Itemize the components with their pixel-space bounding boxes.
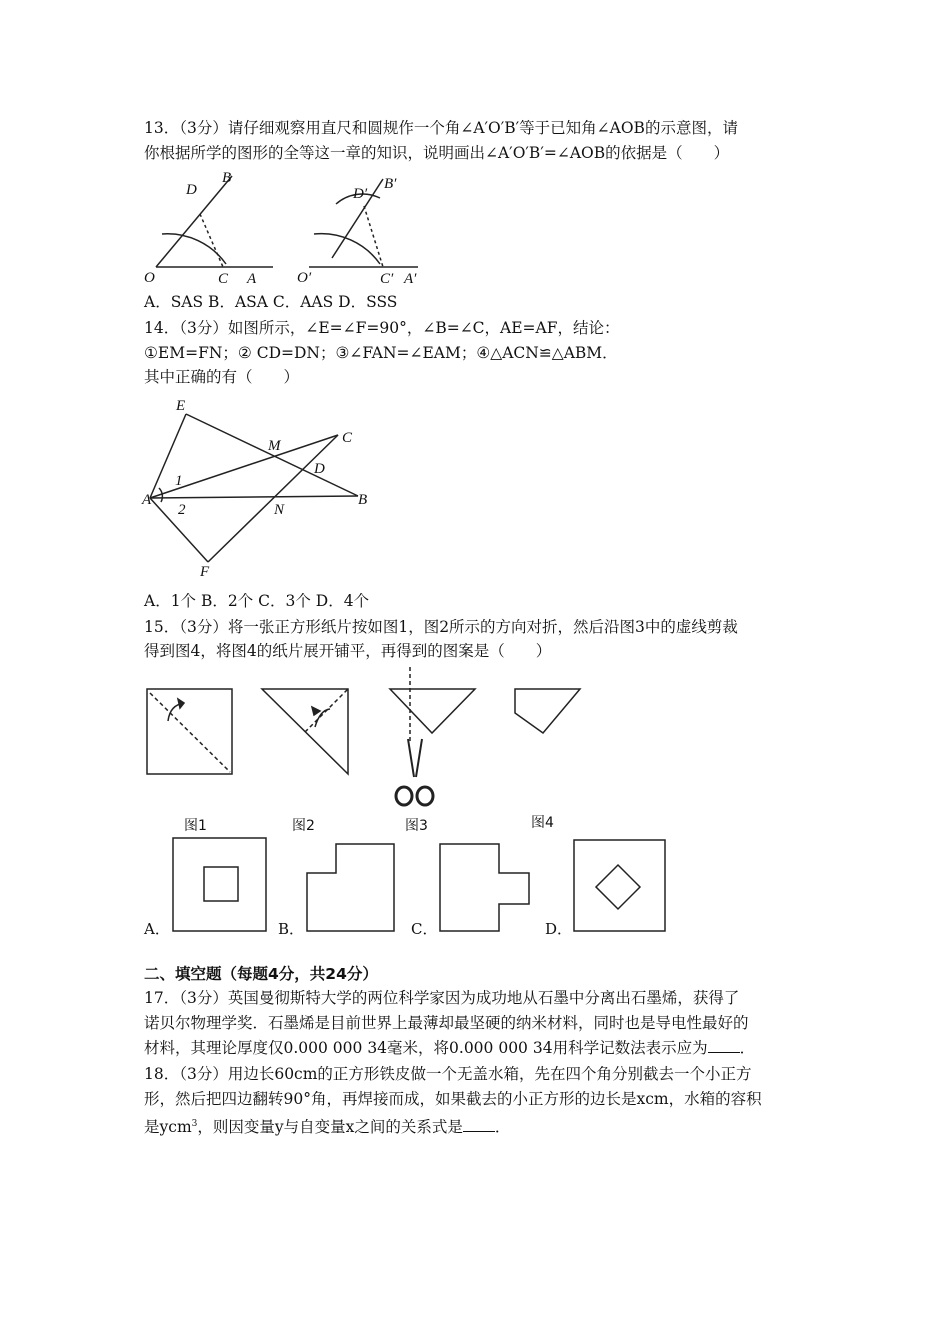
option-a-label: A． xyxy=(144,920,170,938)
q17-line-3-text: 材料，其理论厚度仅0.000 000 34毫米，将0.000 000 34用科学记数法表示应为 xyxy=(144,1039,708,1057)
q14-line-1: 14．（3分）如图所示，∠E=∠F=90°，∠B=∠C，AE=AF，结论： xyxy=(144,319,620,337)
option-b-label: B． xyxy=(278,920,305,938)
section-2-title: 二、填空题（每题4分，共24分） xyxy=(144,965,378,983)
option-a-figure xyxy=(173,838,266,931)
q17-line-2: 诺贝尔物理学奖．石墨烯是目前世界上最薄却最坚硬的纳米材料，同时也是导电性最好的 xyxy=(144,1014,749,1032)
label-M: M xyxy=(268,438,281,454)
q14-line-2: ①EM=FN；② CD=DN；③∠FAN=∠EAM；④△ACN≌△ABM． xyxy=(144,344,618,362)
option-c-label: C． xyxy=(411,920,438,938)
label-B: B xyxy=(358,492,368,508)
label-D-prime: D′ xyxy=(353,186,368,202)
option-b-figure xyxy=(307,844,394,931)
label-C: C xyxy=(218,271,229,287)
label-A-prime: A′ xyxy=(404,271,417,287)
q17-line-1: 17．（3分）英国曼彻斯特大学的两位科学家因为成功地从石墨中分离出石墨烯，获得了 xyxy=(144,989,740,1007)
label-D: D xyxy=(314,461,325,477)
q18-line-3-b: ，则因变量y与自变量x之间的关系式是 xyxy=(197,1118,463,1137)
label-D: D xyxy=(186,182,197,198)
q15-line-1: 15．（3分）将一张正方形纸片按如图1，图2所示的方向对折，然后沿图3中的虚线剪裁 xyxy=(144,618,738,636)
label-angle-1: 1 xyxy=(175,473,183,489)
label-C-prime: C′ xyxy=(380,271,394,287)
option-d-label: D． xyxy=(545,920,573,938)
q14-figure xyxy=(140,392,380,584)
fig4-pentagon xyxy=(515,689,580,733)
q18-line-3-end: ． xyxy=(494,1118,511,1137)
label-A: A xyxy=(142,492,152,508)
q13-options: A．SAS B．ASA C．AAS D．SSS xyxy=(144,293,398,311)
q14-options: A．1个 B．2个 C．3个 D．4个 xyxy=(144,592,370,610)
q15-answer-options xyxy=(140,834,680,934)
caption-fig4: 图4 xyxy=(531,815,554,831)
fig1-square xyxy=(147,689,232,774)
q18-superscript: 3 xyxy=(191,1119,198,1129)
label-F: F xyxy=(200,564,210,580)
q15-line-2: 得到图4，将图4的纸片展开铺平，再得到的图案是（ ） xyxy=(144,642,552,660)
caption-fig3: 图3 xyxy=(405,818,428,834)
option-d-figure xyxy=(574,840,665,931)
option-c-figure xyxy=(440,844,529,931)
q13-line-2: 你根据所学的图形的全等这一章的知识，说明画出∠A′O′B′=∠AOB的依据是（ ） xyxy=(144,144,730,162)
q17-line-3-end: ． xyxy=(739,1039,756,1057)
label-B-prime: B′ xyxy=(384,176,397,192)
fig2-triangle xyxy=(262,689,348,774)
label-C: C xyxy=(342,430,353,446)
q14-line-3: 其中正确的有（ ） xyxy=(144,368,300,386)
label-N: N xyxy=(274,502,285,518)
label-B: B xyxy=(222,170,232,186)
caption-fig1: 图1 xyxy=(184,818,207,834)
q13-line-1: 13．（3分）请仔细观察用直尺和圆规作一个角∠A′O′B′等于已知角∠AOB的示意图，请 xyxy=(144,119,738,137)
label-A: A xyxy=(247,271,257,287)
q18-line-1: 18．（3分）用边长60cm的正方形铁皮做一个无盖水箱，先在四个角分别截去一个小正方 xyxy=(144,1065,752,1083)
answer-blank[interactable] xyxy=(708,1038,740,1053)
label-O: O xyxy=(144,270,155,286)
answer-blank[interactable] xyxy=(463,1117,495,1132)
angle-aob-diagram xyxy=(156,176,273,267)
fig3-triangle-cut xyxy=(390,667,475,743)
caption-fig2: 图2 xyxy=(292,818,315,834)
q17-line-3 xyxy=(144,1036,755,1060)
q15-folding-steps xyxy=(140,665,600,815)
q18-line-2: 形，然后把四边翻转90°角，再焊接而成，如果截去的小正方形的边长是xcm，水箱的容积 xyxy=(144,1090,762,1108)
scissors-icon xyxy=(396,739,433,805)
q18-line-3 xyxy=(144,1112,510,1139)
label-angle-2: 2 xyxy=(178,502,186,518)
q18-line-3-a: 是ycm xyxy=(144,1118,192,1137)
label-O-prime: O′ xyxy=(297,270,312,286)
q13-figure xyxy=(140,166,440,288)
label-E: E xyxy=(176,398,186,414)
